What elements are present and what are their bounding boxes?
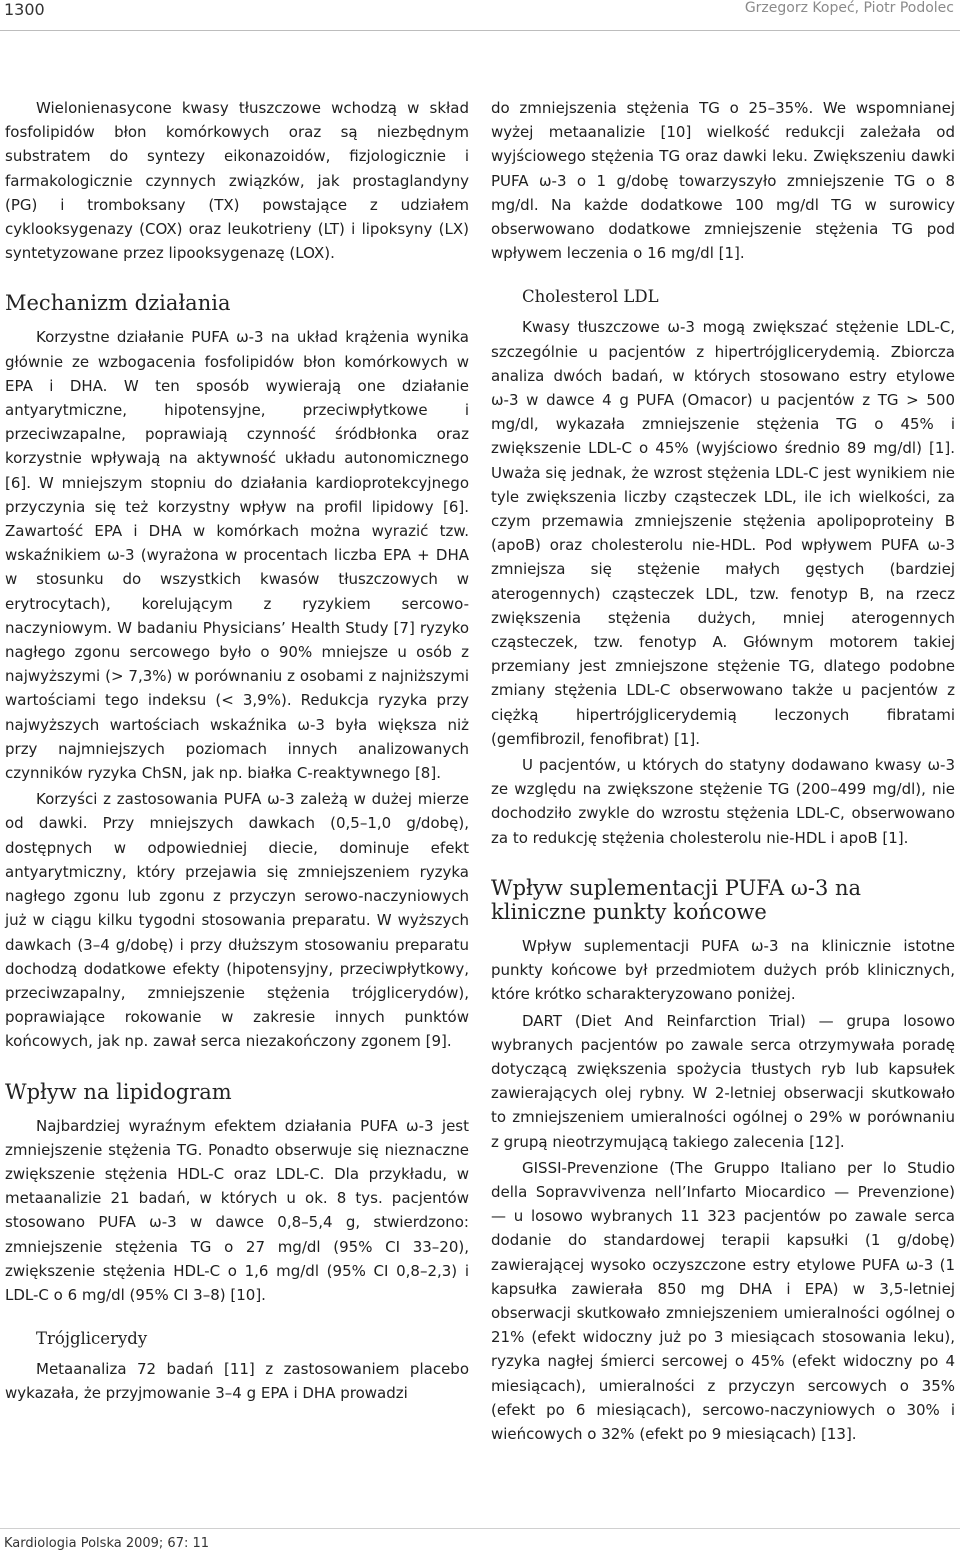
heading-lipidogram: Wpływ na lipidogram xyxy=(5,1079,232,1104)
paragraph-mechanism-2: Korzyści z zastosowania PUFA ω-3 zależą w dużej mierze od dawki. Przy mniejszych dawkach (0,5–1,0 g/dobę), dostępnych w odpowiedniej diecie, dominuje efekt antyarytmiczny, który przejawia się zmniejszeniem ryzyka nagłego zgonu lub zgonu z przyczyn serowo-naczyniowych już w ciągu kilku tygodni stosowania preparatu. W wyższych dawkach (3–4 g/dobę) i przy dłuższym stosowaniu preparatu dochodzą dodatkowe efekty (hipotensyjny, przeciwpłytkowy, przeciwzapalny, zmniejszenie stężenia trójglicerydów), poprawiające rokowanie w zakresie innych punktów końcowych, jak np. zawał serca niezakończony zgonem [9]. xyxy=(5,790,469,1051)
heading-cholesterol-ldl: Cholesterol LDL xyxy=(522,287,659,307)
footer-divider xyxy=(0,1528,960,1529)
heading-supplementation: Wpływ suplementacji PUFA ω-3 na kliniczne punkty końcowe xyxy=(491,875,862,924)
paragraph-supplementation: Wpływ suplementacji PUFA ω-3 na klinicznie istotne punkty końcowe był przedmiotem dużych prób klinicznych, które krótko scharakteryzowano poniżej. xyxy=(491,936,955,1004)
paragraph-ldl-2: U pacjentów, u których do statyny dodawano kwasy ω-3 ze względu na zwiększone stężenie TG (200–499 mg/dl), nie dochodziło zwykle do wzrostu stężenia LDL-C, obserwowano za to redukcję stężenia cholesterolu nie-HDL i apoB [1]. xyxy=(491,756,955,847)
heading-mechanism: Mechanizm działania xyxy=(5,291,231,316)
paragraph-intro: Wielonienasycone kwasy tłuszczowe wchodzą w skład fosfolipidów błon komórkowych oraz są niezbędnym substratem do syntezy eikonazoidów, fizjologicznie i farmakologicznie czynnych związków, jak prostaglandyny (PG) i tromboksany (TX) powstające z udziałem cyklooksygenazy (COX) oraz leukotrieny (LT) i lipoksyny (LX) syntetyzowane przez lipooksygenazę (LOX). xyxy=(5,99,469,263)
page-header xyxy=(0,0,960,31)
paragraph-mechanism-1: Korzystne działanie PUFA ω-3 na układ krążenia wynika głównie ze wzbogacenia fosfolipidów błon komórkowych w EPA i DHA. W ten sposób wywierają one działanie antyarytmiczne, hipotensyjne, przeciwpłytkowe i przeciwzapalne, poprawiają czynność śródbłonka oraz korzystnie wpływają na aktywność układu autonomicznego [6]. W mniejszym stopniu do działania kardioprotekcyjnego przyczynia się też korzystny wpływ na profil lipidowy [6]. Zawartość EPA i DHA w komórkach można wyrazić tzw. wskaźnikiem ω-3 (wyrażona w procentach liczba EPA + DHA w stosunku do wszystkich kwasów tłuszczowych w erytrocytach), korelującym z ryzykiem sercowo-naczyniowym. W badaniu Physicians’ Health Study [7] ryzyko nagłego zgonu sercowego było o 90% mniejsze u osób z najwyższymi (> 7,3%) w porównaniu z osobami z najniższymi wartościami tego indeksu (< 3,9%). Redukcja ryzyka przy najwyższych wartościach wskaźnika ω-3 była większa niż przy najmniejszych poziomach innych analizowanych czynników ryzyka ChSN, jak np. białka C-reaktywnego [8]. xyxy=(5,328,469,783)
paragraph-ldl-1: Kwasy tłuszczowe ω-3 mogą zwiększać stężenie LDL-C, szczególnie u pacjentów z hipertrójglicerydemią. Zbiorcza analiza dwóch badań, w których stosowano estry etylowe ω-3 w dawce 4 g PUFA (Omacor) u pacjentów z TG > 500 mg/dl, wykazała zmniejszenie stężenia TG o 45% i zwiększenie LDL-C o 45% (wyjściowo średnio 89 mg/dl) [1]. Uważa się jednak, że wzrost stężenia LDL-C jest wynikiem nie tyle zwiększenia liczby cząsteczek LDL, ile ich wielkości, za czym przemawia zmniejszenie stężenia apolipoproteiny B (apoB) oraz cholesterolu nie-HDL. Pod wpływem PUFA ω-3 zmniejsza się stężenie małych gęstych (bardziej aterogennych) cząsteczek LDL, tzw. fenotyp B, na rzecz zwiększenia stężenia dużych, mniej aterogennych cząsteczek, tzw. fenotyp A. Głównym motorem takiej przemiany jest zmniejszone stężenie TG, dlatego podobne zmiany stężenia LDL-C obserwowano także u pacjentów z ciężką hipertrójglicerydemią leczonych fibratami (gemfibrozil, fenofibrat) [1]. xyxy=(491,318,955,748)
running-authors: Grzegorz Kopeć, Piotr Podolec xyxy=(744,0,954,16)
paragraph-triglycerides-continued: do zmniejszenia stężenia TG o 25–35%. We wspomnianej wyżej metaanalizie [10] wielkość redukcji zależała od wyjściowego stężenia TG oraz dawki leku. Zwiększeniu dawki PUFA ω-3 o 1 g/dobę towarzyszyło zmniejszenie TG o 8 mg/dl. Na każde dodatkowe 100 mg/dl TG w surowicy obserwowano dodatkowe zmniejszenie stężenia TG pod wpływem leczenia o 16 mg/dl [1]. xyxy=(491,99,955,263)
paragraph-gissi: GISSI-Prevenzione (The Gruppo Italiano per lo Studio della Sopravvivenza nell’Infarto Miocardico — Prevenzione) — u losowo wybranych 11 323 pacjentów po zawale serca dodanie do standardowej terapii kapsułki (1 g/dobę) zawierającej wysoko oczyszczone estry etylowe PUFA ω-3 (1 kapsułka zawierała 850 mg DHA i EPA) w 3,5-letniej obserwacji skutkowało zmniejszeniem umieralności ogólnej o 21% (efekt widoczny już po 3 miesiącach stosowania leku), ryzyka nagłej śmierci sercowej o 45% (efekt widoczny po 4 miesiącach), umieralności z przyczyn sercowych o 35% (efekt po 6 miesiącach), sercowo-naczyniowych o 30% i wieńcowych o 32% (efekt po 9 miesiącach) [13]. xyxy=(491,1158,955,1443)
right-column xyxy=(491,96,955,1446)
paragraph-lipidogram: Najbardziej wyraźnym efektem działania PUFA ω-3 jest zmniejszenie stężenia TG. Ponadto obserwuje się nieznaczne zwiększenie stężenia HDL-C oraz LDL-C. Dla przykładu, w metaanalizie 21 badań, w których u ok. 8 tys. pacjentów stosowano PUFA ω-3 w dawce 0,8–5,4 g, stwierdzono: zmniejszenie stężenia TG o 27 mg/dl (95% CI 33–20), zwiększenie stężenia HDL-C o 1,6 mg/dl (95% CI 0,8–2,3) i LDL-C o 6 mg/dl (95% CI 3–8) [10]. xyxy=(5,1116,469,1304)
paragraph-dart: DART (Diet And Reinfarction Trial) — grupa losowo wybranych pacjentów po zawale serca otrzymywała poradę dotyczącą zwiększenia spożycia tłustych ryb lub kapsułek zawierających olej rybny. W 2-letniej obserwacji skutkowało to zmniejszeniem umieralności ogólnej o 29% w porównaniu z grupą nieotrzymującą takiego zalecenia [12]. xyxy=(491,1011,955,1151)
page-number: 1300 xyxy=(4,0,45,19)
journal-footer: Kardiologia Polska 2009; 67: 11 xyxy=(4,1536,210,1551)
left-column xyxy=(5,96,469,1406)
heading-triglycerides: Trójglicerydy xyxy=(36,1329,148,1349)
paragraph-triglycerides: Metaanaliza 72 badań [11] z zastosowaniem placebo wykazała, że przyjmowanie 3–4 g EPA i DHA prowadzi xyxy=(5,1360,469,1403)
